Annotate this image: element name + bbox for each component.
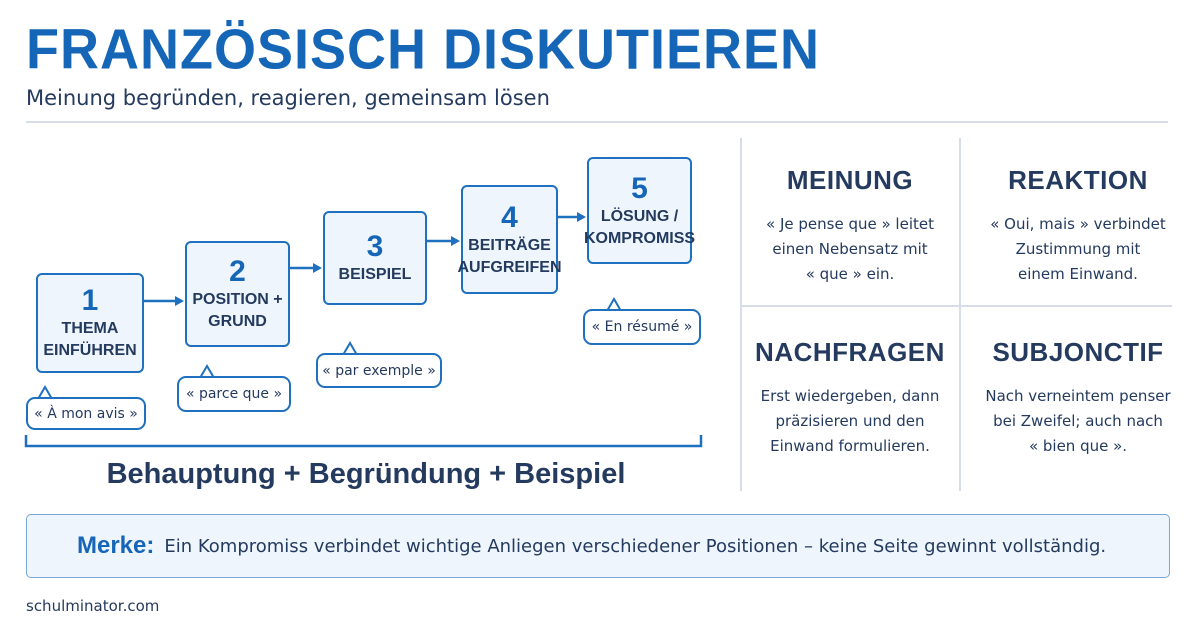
merke-text: Ein Kompromiss verbindet wichtige Anliegen verschiedener Positionen – keine Seite gewinnt vollständig. xyxy=(164,535,1107,557)
page-subtitle: Meinung begründen, reagieren, gemeinsam lösen xyxy=(26,86,550,110)
step-number: 4 xyxy=(501,200,518,234)
flow-step-1 xyxy=(36,273,144,373)
panel-divider-middle xyxy=(959,138,961,491)
step-label: BEISPIEL xyxy=(338,266,412,283)
panel-reaktion xyxy=(964,165,1192,287)
panel-heading: NACHFRAGEN xyxy=(755,337,945,367)
step-number: 1 xyxy=(81,284,99,317)
step-label: THEMA EINFÜHREN xyxy=(43,320,137,359)
panel-heading: REAKTION xyxy=(1008,165,1148,195)
phrase-bubble-par-exemple: « par exemple » xyxy=(316,353,442,388)
phrase-bubble-parce-que: « parce que » xyxy=(177,376,291,412)
flow-step-4 xyxy=(457,185,562,294)
panel-meinung xyxy=(745,165,955,287)
panel-heading: MEINUNG xyxy=(786,165,914,195)
merke-box xyxy=(26,514,1170,578)
phrase-bubble-a-mon-avis: « À mon avis » xyxy=(26,397,146,430)
panel-heading: SUBJONCTIF xyxy=(992,337,1164,367)
panel-subjonctif xyxy=(964,337,1192,459)
footer-url: schulminator.com xyxy=(26,597,160,615)
flow-step-5 xyxy=(583,157,696,264)
flow-step-2 xyxy=(185,241,290,347)
panel-nachfragen xyxy=(745,337,955,459)
step-label: LÖSUNG / KOMPROMISS xyxy=(583,207,696,247)
formula-text: Behauptung + Begründung + Beispiel xyxy=(106,458,626,490)
merke-label: Merke: xyxy=(77,532,155,559)
step-label: POSITION + GRUND xyxy=(192,291,283,330)
panel-text: Nach verneintem penser bei Zweifel; auch nach « bien que ». xyxy=(985,387,1171,455)
panel-divider-left xyxy=(740,138,742,491)
panel-text: Erst wiedergeben, dann präzisieren und den Einwand formulieren. xyxy=(760,387,940,455)
step-number: 5 xyxy=(631,171,648,205)
step-label: BEITRÄGE AUFGREIFEN xyxy=(457,236,562,276)
formula-bracket xyxy=(26,435,701,446)
step-number: 2 xyxy=(229,255,246,288)
panel-text: « Oui, mais » verbindet Zustimmung mit einem Einwand. xyxy=(990,215,1166,283)
panel-divider-horizontal xyxy=(741,305,1172,307)
phrase-bubble-en-resume: « En résumé » xyxy=(583,309,701,345)
flow-step-3 xyxy=(323,211,427,305)
step-number: 3 xyxy=(366,230,384,263)
panel-text: « Je pense que » leitet einen Nebensatz mit « que » ein. xyxy=(766,215,934,283)
page-title: FRANZÖSISCH DISKUTIEREN xyxy=(26,18,821,81)
